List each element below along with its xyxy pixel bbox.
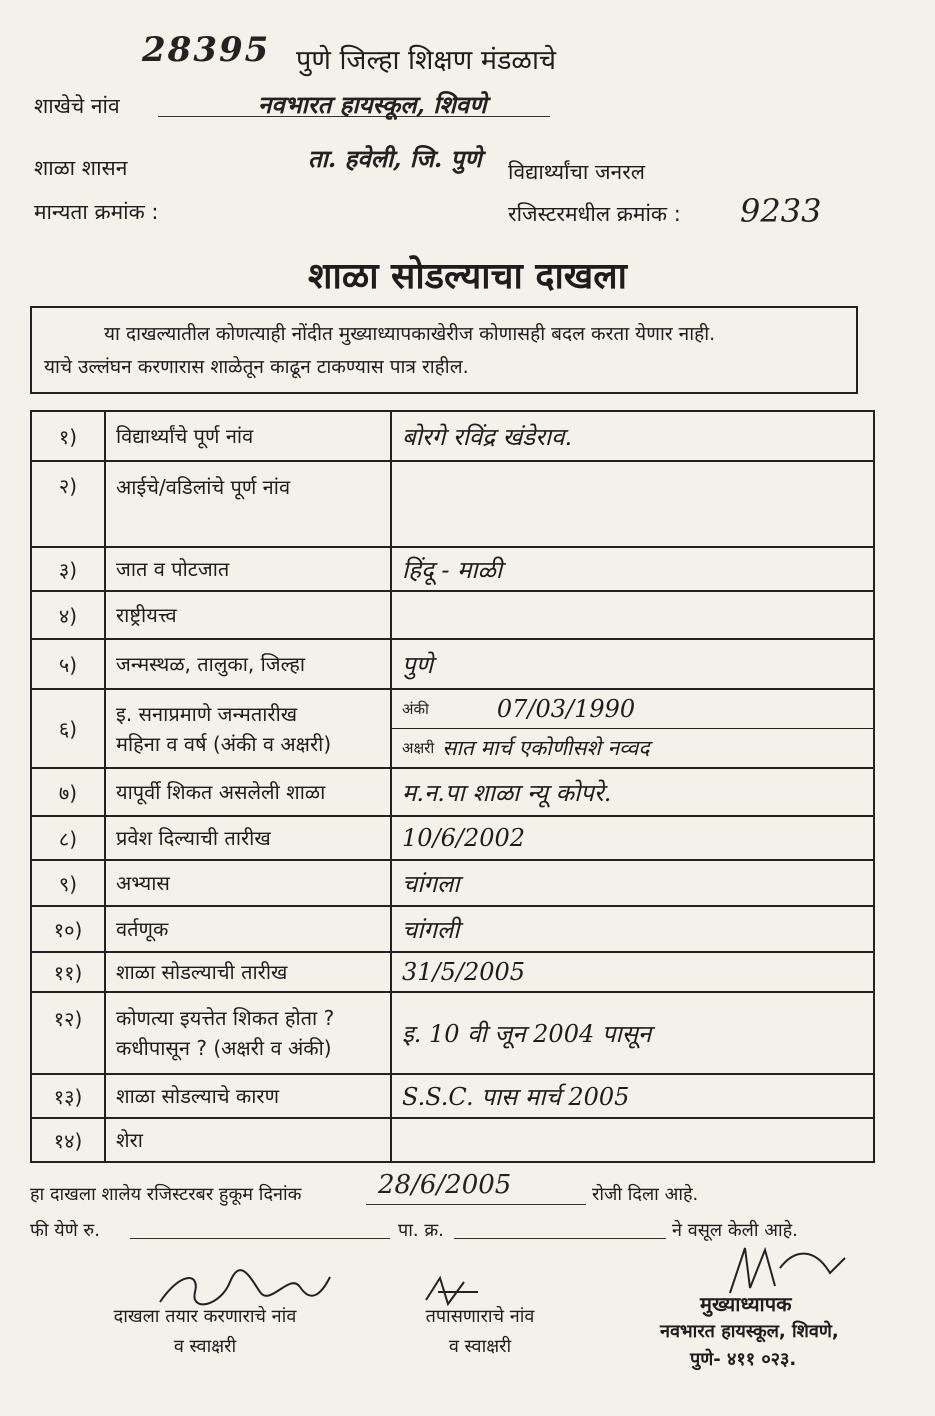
row-label-line-2: कधीपासून ? (अक्षरी व अंकी): [116, 1036, 332, 1060]
notice-line-2: याचे उल्लंघन करणारास शाळेतून काढून टाकण्यास पात्र राहील.: [44, 356, 469, 378]
row-label-line-1: कोणत्या इयत्तेत शिकत होता ?: [116, 1006, 335, 1030]
row-label: विद्यार्थ्यांचे पूर्ण नांव: [105, 411, 391, 461]
receipt-label: पा. क्र.: [398, 1220, 444, 1241]
recognition-number-label: मान्यता क्रमांक :: [34, 200, 159, 224]
admission-date-value: 10/6/2002: [391, 816, 874, 860]
row-label: वर्तणूक: [105, 906, 391, 952]
birthdate-words-label: अक्षरी: [402, 739, 435, 757]
row-number: ६): [31, 689, 105, 768]
branch-label: शाखेचे नांव: [34, 94, 120, 118]
row-number: १): [31, 411, 105, 461]
certificate-table: [30, 410, 875, 1163]
table-row: [31, 591, 874, 639]
row-label: जन्मस्थळ, तालुका, जिल्हा: [105, 639, 391, 689]
table-row: [31, 1074, 874, 1118]
issued-date: 28/6/2005: [378, 1170, 512, 1200]
certificate-number: 28395: [142, 30, 271, 70]
preparer-line-1: दाखला तयार करणाराचे नांव: [113, 1306, 297, 1327]
table-row: [31, 860, 874, 906]
caste-value: हिंदू - माळी: [391, 547, 874, 591]
leaving-date-value: 31/5/2005: [391, 952, 874, 992]
previous-school-value: म.न.पा शाळा न्यू कोपरे.: [391, 768, 874, 816]
row-number: ७): [31, 768, 105, 816]
birthdate-digits: [392, 690, 873, 729]
certificate-title: शाळा सोडल्याचा दाखला: [308, 256, 627, 297]
checker-line-1: तपासणाराचे नांव: [425, 1306, 535, 1327]
issued-date-underline: [366, 1204, 586, 1205]
row-label: जात व पोटजात: [105, 547, 391, 591]
issued-suffix: रोजी दिला आहे.: [592, 1184, 699, 1205]
row-number: ९): [31, 860, 105, 906]
row-number: १०): [31, 906, 105, 952]
row-label: प्रवेश दिल्याची तारीख: [105, 816, 391, 860]
principal-title: मुख्याध्यापक: [700, 1292, 792, 1316]
parent-name-value: [391, 461, 874, 547]
principal-signature: [720, 1238, 850, 1298]
table-row: [31, 639, 874, 689]
row-label: यापूर्वी शिकत असलेली शाळा: [105, 768, 391, 816]
principal-school: नवभारत हायस्कूल, शिवणे,: [660, 1321, 839, 1342]
table-row: [31, 992, 874, 1074]
school-admin-label: शाळा शासन: [34, 156, 128, 180]
row-number: १३): [31, 1074, 105, 1118]
row-label-line-1: इ. सनाप्रमाणे जन्मतारीख: [116, 701, 298, 726]
birthdate-cell: [391, 689, 874, 768]
row-number: २): [31, 461, 105, 547]
row-label: [105, 689, 391, 768]
row-label: शेरा: [105, 1118, 391, 1162]
leaving-reason-value: S.S.C. पास मार्च 2005: [391, 1074, 874, 1118]
birthdate-digits-value: 07/03/1990: [496, 695, 636, 723]
row-label: शाळा सोडल्याचे कारण: [105, 1074, 391, 1118]
study-value: चांगला: [391, 860, 874, 906]
row-number: १४): [31, 1118, 105, 1162]
birthdate-digits-label: अंकी: [402, 700, 429, 718]
branch-value: नवभारत हायस्कूल, शिवणे: [258, 90, 487, 119]
table-row: [31, 411, 874, 461]
board-name: पुणे जिल्हा शिक्षण मंडळाचे: [296, 45, 557, 76]
checker-line-2: व स्वाक्षरी: [448, 1336, 512, 1357]
register-number-value: 9233: [740, 192, 822, 230]
student-name-value: बोरगे रविंद्र खंडेराव.: [391, 411, 874, 461]
row-label: राष्ट्रीयत्त्व: [105, 591, 391, 639]
principal-city: पुणे- ४११ ०२३.: [690, 1349, 797, 1370]
table-row: [31, 952, 874, 992]
row-label: अभ्यास: [105, 860, 391, 906]
table-row: [31, 547, 874, 591]
principal-stamp: [660, 1290, 930, 1374]
row-number: १२): [31, 992, 105, 1074]
preparer-line-2: व स्वाक्षरी: [173, 1336, 237, 1357]
table-row: [31, 906, 874, 952]
standard-value: इ. 10 वी जून 2004 पासून: [391, 992, 874, 1074]
table-row: [31, 1118, 874, 1162]
nationality-value: [391, 591, 874, 639]
table-row: [31, 768, 874, 816]
preparer-sign-label: [80, 1302, 330, 1362]
row-number: ३): [31, 547, 105, 591]
issued-prefix: हा दाखला शालेय रजिस्टरबर हुकूम दिनांक: [30, 1184, 302, 1205]
row-number: ८): [31, 816, 105, 860]
general-register-label: विद्यार्थ्यांचा जनरल: [508, 160, 646, 184]
row-number: ११): [31, 952, 105, 992]
row-number: ५): [31, 639, 105, 689]
row-label: शाळा सोडल्याची तारीख: [105, 952, 391, 992]
table-row: [31, 816, 874, 860]
row-label-line-2: महिना व वर्ष (अंकी व अक्षरी): [116, 731, 332, 756]
birthdate-words-value: सात मार्च एकोणीसशे नव्वद: [442, 736, 650, 760]
register-number-label: रजिस्टरमधील क्रमांक :: [508, 202, 681, 226]
table-row: [31, 689, 874, 768]
fee-underline: [130, 1238, 390, 1239]
row-number: ४): [31, 591, 105, 639]
notice-line-1: या दाखल्यातील कोणत्याही नोंदीत मुख्याध्यापकाखेरीज कोणासही बदल करता येणार नाही.: [104, 323, 716, 345]
fee-suffix: ने वसूल केली आहे.: [672, 1220, 798, 1241]
conduct-value: चांगली: [391, 906, 874, 952]
row-label: आईचे/वडिलांचे पूर्ण नांव: [105, 461, 391, 547]
school-address: ता. हवेली, जि. पुणे: [308, 144, 482, 173]
fee-prefix: फी येणे रु.: [30, 1220, 100, 1241]
birthdate-words: [392, 729, 873, 767]
receipt-underline: [454, 1238, 666, 1239]
notice-box: [30, 306, 858, 394]
table-row: [31, 461, 874, 547]
remarks-value: [391, 1118, 874, 1162]
birthplace-value: पुणे: [391, 639, 874, 689]
checker-sign-label: [400, 1302, 560, 1362]
row-label: [105, 992, 391, 1074]
